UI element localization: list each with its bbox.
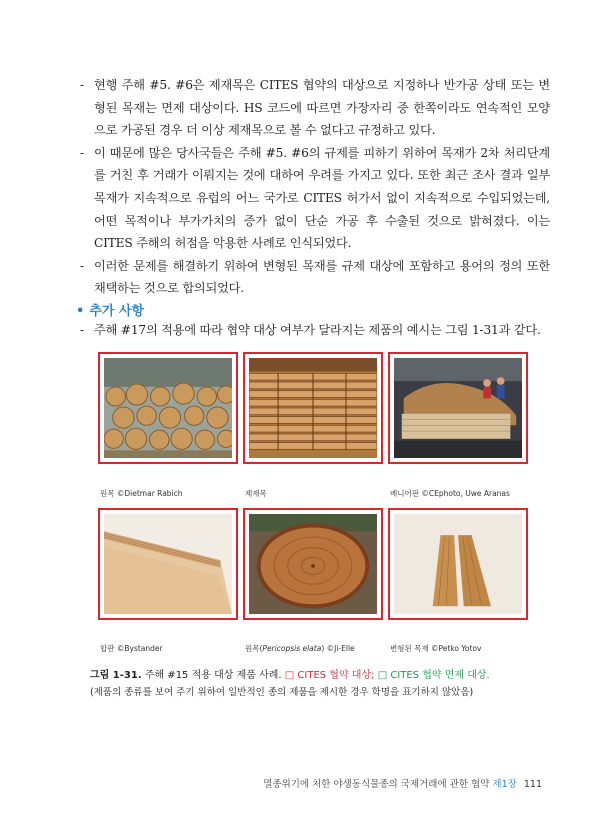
- red-box-icon: □: [284, 670, 295, 681]
- photo-caption: 합판 ©Bystander: [100, 644, 163, 653]
- figure-number: 그림 1-31.: [90, 670, 142, 681]
- bullet-dash: -: [80, 78, 84, 92]
- bullet-text: 이러한 문제를 해결하기 위하여 변형된 목재를 규제 대상에 포함하고 용어의 정의 또한 채택하는 것으로 합의되었다.: [94, 258, 550, 296]
- cites-exempt-label: CITES 협약 면제 대상.: [390, 670, 490, 681]
- bullet-text: 이 때문에 많은 당사국들은 주해 #5. #6의 규제를 피하기 위하여 목재가 2차 처리단계를 거친 후 거래가 이뤄지는 것에 대하여 우려를 가지고 있다. 또한 최근 조사 결과 일부 목재가 지속적으로 유럽의 어느 국가로 CITES 허가서 없이 지속적으로 수입되었는데, 어떤 목적이나 부가가치의 증가 없이 단순 가공 후 수출된 것으로 밝혀졌다. 이는 CITES 주해의 허점을 악용한 사례로 인식되었다.: [94, 145, 550, 251]
- caption-post: ) ©Ji-Elle: [321, 644, 355, 653]
- photo-caption: 원목 ©Dietmar Rabich: [100, 489, 183, 498]
- bullet-text: 현행 주해 #5. #6은 제재목은 CITES 협약의 대상으로 지정하나 반가공 상태 또는 변형된 목재는 면제 대상이다. HS 코드에 따르면 가장자리 중 한쪽이라도 연속적인 모양으로 가공된 경우 더 이상 제재목으로 볼 수 없다고 규정하고 있다.: [94, 78, 550, 138]
- page-footer: [263, 776, 542, 790]
- plywood-image: [104, 514, 232, 614]
- veneer-image: [394, 358, 522, 458]
- photo-modified-wood: [388, 508, 528, 620]
- bullet-item: [80, 255, 550, 300]
- section-heading: [76, 300, 144, 319]
- photo-logs: [98, 352, 238, 464]
- figure-caption: [90, 666, 490, 681]
- figure-text: 주해 #15 적용 대상 제품 사례.: [144, 670, 282, 681]
- green-box-icon: □: [377, 670, 388, 681]
- cites-target-label: CITES 협약 대상;: [297, 670, 375, 681]
- photo-log-section: [243, 508, 383, 620]
- bullet-dash: -: [80, 323, 84, 337]
- modified-wood-image: [394, 514, 522, 614]
- photo-lumber: [243, 352, 383, 464]
- photo-caption: [245, 643, 355, 654]
- section-line-text: 주해 #17의 적용에 따라 협약 대상 여부가 달라지는 제품의 예시는 그림 1-31과 같다.: [94, 323, 541, 337]
- photo-caption: 변형된 목재 ©Petko Yotov: [390, 644, 482, 653]
- figure-note: (제품의 종류를 보여 주기 위하여 일반적인 종의 제품을 제시한 경우 학명을 표기하지 않았음): [90, 687, 474, 698]
- photo-veneer: [388, 352, 528, 464]
- bullet-dash: -: [80, 258, 84, 273]
- section-line: [80, 319, 564, 342]
- section-bullet: •: [76, 304, 85, 319]
- footer-title: 멸종위기에 처한 야생동식물종의 국제거래에 관한 협약: [263, 779, 490, 790]
- photo-caption: 베니어판 ©CEphoto, Uwe Aranas: [390, 489, 510, 498]
- bullet-dash: -: [80, 145, 84, 160]
- section-title-text: 추가 사항: [89, 304, 145, 319]
- caption-scientific-name: Pericopsis elata: [262, 644, 322, 653]
- logs-image: [104, 358, 232, 458]
- photo-caption: 제재목: [245, 489, 267, 498]
- page-number: 111: [523, 779, 542, 790]
- footer-chapter: 제1장: [492, 779, 517, 790]
- log-section-image: [249, 514, 377, 614]
- lumber-image: [249, 358, 377, 458]
- bullet-list: [80, 74, 550, 300]
- bullet-item: [80, 142, 550, 255]
- photo-plywood: [98, 508, 238, 620]
- bullet-item: [80, 74, 550, 142]
- caption-pre: 원목(: [245, 644, 263, 653]
